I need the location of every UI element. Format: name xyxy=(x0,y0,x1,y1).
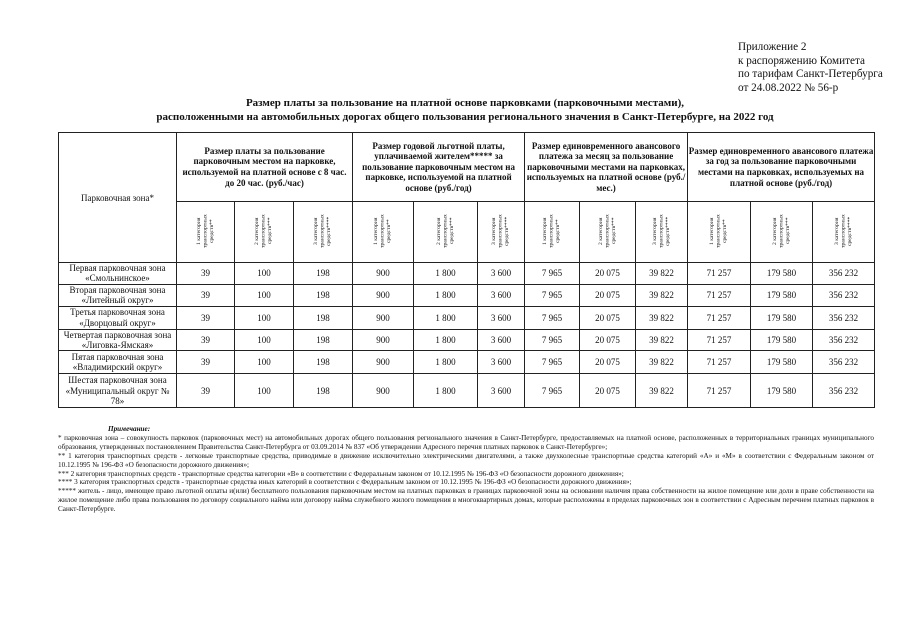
tariff-value-cell: 39 822 xyxy=(636,284,688,306)
tariff-value-cell: 39 xyxy=(177,306,235,329)
tariff-value-cell: 100 xyxy=(235,374,294,408)
tariff-value-cell: 71 257 xyxy=(688,284,751,306)
tariff-value-cell: 7 965 xyxy=(525,263,580,285)
tariff-value-cell: 100 xyxy=(235,306,294,329)
note-5: ***** житель - лицо, имеющее право льготной оплаты и(или) бесплатного пользования парковочным местом на платных парковках в границах парковочной зоны на основании наличия права собственности на жилое помещение или доли в праве собственности на жилое помещение либо права пользования по договору социального найма или договору найма служебного жилого помещения в многоквартирных домах, которые расположены в пределах парковочных зон в соответствии с Адресным перечнем платных парковок в Санкт-Петербурге. xyxy=(58,487,874,514)
group-header-resident-annual: Размер годовой льготной платы, уплачиваемой жителем***** за пользование парковочным местом на парковке, используемой на платной основе (руб./год) xyxy=(353,133,525,202)
category-2-header: 2 категория транспортных средств*** xyxy=(235,202,294,263)
tariff-value-cell: 900 xyxy=(353,263,414,285)
tariff-table-body xyxy=(59,263,875,408)
category-1-header: 1 категория транспортных средств** xyxy=(525,202,580,263)
tariff-value-cell: 3 600 xyxy=(478,351,525,374)
category-2-header: 2 категория транспортных средств*** xyxy=(751,202,813,263)
table-row xyxy=(59,284,875,306)
tariff-table xyxy=(58,132,875,408)
tariff-value-cell: 900 xyxy=(353,329,414,351)
note-4: **** 3 категория транспортных средств - транспортные средства иных категорий в соответствии с Федеральным законом от 10.12.1995 № 196-ФЗ «О безопасности дорожного движения»; xyxy=(58,478,632,487)
tariff-value-cell: 179 580 xyxy=(751,374,813,408)
title-line-1: Размер платы за пользование на платной основе парковками (парковочными местами), xyxy=(245,97,685,109)
table-row xyxy=(59,263,875,285)
tariff-value-cell: 1 800 xyxy=(414,284,478,306)
note-1: * парковочная зона – совокупность парковок (парковочных мест) на автомобильных дорогах общего пользования регионального значения в Санкт-Петербурге, предоставляемых на платной основе, расположенных в территориальных границах муниципального образования, утвержденных постановлением Правительства Санкт-Петербурга от 03.09.2014 № 837 «Об утверждении Адресного перечня платных парковок в Санкт-Петербурге»; xyxy=(58,433,874,451)
zone-name-cell: Четвертая парковочная зона «Лиговка-Ямская» xyxy=(59,329,177,351)
tariff-value-cell: 179 580 xyxy=(751,284,813,306)
tariff-value-cell: 20 075 xyxy=(580,329,636,351)
tariff-value-cell: 39 822 xyxy=(636,351,688,374)
tariff-value-cell: 39 822 xyxy=(636,306,688,329)
tariff-value-cell: 198 xyxy=(294,263,353,285)
tariff-value-cell: 179 580 xyxy=(751,329,813,351)
document-title xyxy=(95,96,835,124)
tariff-value-cell: 7 965 xyxy=(525,329,580,351)
tariff-value-cell: 198 xyxy=(294,284,353,306)
tariff-value-cell: 198 xyxy=(294,351,353,374)
note-2: ** 1 категория транспортных средств - легковые транспортные средства, приводимые в движение исключительно электрическими двигателями, а также двухколесные транспортные средства категорий «А» и «М» в соответствии с Федеральным законом от 10.12.1995 № 196-ФЗ «О безопасности дорожного движения»; xyxy=(58,451,874,469)
appendix-line-2: к распоряжению Комитета xyxy=(738,54,865,67)
table-row xyxy=(59,351,875,374)
tariff-value-cell: 356 232 xyxy=(813,306,875,329)
tariff-value-cell: 20 075 xyxy=(580,351,636,374)
tariff-value-cell: 39 xyxy=(177,329,235,351)
tariff-value-cell: 3 600 xyxy=(478,329,525,351)
notes-title: Примечание: xyxy=(108,425,151,433)
zone-column-header: Парковочная зона* xyxy=(59,133,177,263)
tariff-value-cell: 20 075 xyxy=(580,284,636,306)
tariff-value-cell: 20 075 xyxy=(580,306,636,329)
tariff-value-cell: 356 232 xyxy=(813,351,875,374)
tariff-value-cell: 100 xyxy=(235,329,294,351)
tariff-value-cell: 179 580 xyxy=(751,351,813,374)
appendix-line-1: Приложение 2 xyxy=(738,41,807,53)
tariff-value-cell: 900 xyxy=(353,374,414,408)
category-1-header: 1 категория транспортных средств** xyxy=(177,202,235,263)
tariff-value-cell: 198 xyxy=(294,374,353,408)
appendix-header xyxy=(738,41,883,95)
notes-section xyxy=(58,425,874,514)
appendix-line-3: по тарифам Санкт-Петербурга xyxy=(738,68,883,81)
tariff-value-cell: 179 580 xyxy=(751,263,813,285)
tariff-value-cell: 900 xyxy=(353,284,414,306)
tariff-value-cell: 3 600 xyxy=(478,306,525,329)
title-line-2: расположенными на автомобильных дорогах общего пользования регионального значения в Санкт-Петербурге, на 2022 год xyxy=(156,111,774,123)
tariff-value-cell: 39 822 xyxy=(636,329,688,351)
group-header-annual-advance: Размер единовременного авансового платежа за год за пользование парковочными местами на парковках, используемых на платной основе (руб./год) xyxy=(688,133,875,202)
category-2-header: 2 категория транспортных средств*** xyxy=(414,202,478,263)
tariff-value-cell: 3 600 xyxy=(478,263,525,285)
tariff-value-cell: 356 232 xyxy=(813,284,875,306)
category-1-header: 1 категория транспортных средств** xyxy=(688,202,751,263)
tariff-value-cell: 20 075 xyxy=(580,263,636,285)
tariff-value-cell: 356 232 xyxy=(813,263,875,285)
tariff-value-cell: 7 965 xyxy=(525,351,580,374)
tariff-value-cell: 39 822 xyxy=(636,263,688,285)
tariff-value-cell: 900 xyxy=(353,351,414,374)
tariff-value-cell: 900 xyxy=(353,306,414,329)
category-1-header: 1 категория транспортных средств** xyxy=(353,202,414,263)
appendix-line-4: от 24.08.2022 № 56-р xyxy=(738,81,839,94)
table-row xyxy=(59,306,875,329)
tariff-value-cell: 39 xyxy=(177,351,235,374)
tariff-value-cell: 198 xyxy=(294,329,353,351)
tariff-value-cell: 39 xyxy=(177,374,235,408)
category-2-header: 2 категория транспортных средств*** xyxy=(580,202,636,263)
tariff-value-cell: 3 600 xyxy=(478,284,525,306)
tariff-value-cell: 71 257 xyxy=(688,306,751,329)
zone-name-cell: Шестая парковочная зона «Муниципальный округ № 78» xyxy=(59,374,177,408)
category-3-header: 3 категория транспортных средств**** xyxy=(478,202,525,263)
category-3-header: 3 категория транспортных средств**** xyxy=(294,202,353,263)
tariff-value-cell: 356 232 xyxy=(813,374,875,408)
tariff-value-cell: 71 257 xyxy=(688,374,751,408)
tariff-value-cell: 39 xyxy=(177,263,235,285)
tariff-value-cell: 71 257 xyxy=(688,351,751,374)
table-row xyxy=(59,374,875,408)
zone-name-cell: Пятая парковочная зона «Владимирский округ» xyxy=(59,351,177,374)
tariff-value-cell: 1 800 xyxy=(414,263,478,285)
tariff-value-cell: 179 580 xyxy=(751,306,813,329)
zone-name-cell: Третья парковочная зона «Дворцовый округ» xyxy=(59,306,177,329)
tariff-value-cell: 356 232 xyxy=(813,329,875,351)
tariff-value-cell: 7 965 xyxy=(525,284,580,306)
tariff-value-cell: 198 xyxy=(294,306,353,329)
zone-name-cell: Первая парковочная зона «Смольнинское» xyxy=(59,263,177,285)
category-3-header: 3 категория транспортных средств**** xyxy=(636,202,688,263)
tariff-value-cell: 1 800 xyxy=(414,329,478,351)
category-3-header: 3 категория транспортных средств**** xyxy=(813,202,875,263)
tariff-value-cell: 1 800 xyxy=(414,351,478,374)
tariff-value-cell: 100 xyxy=(235,263,294,285)
tariff-value-cell: 20 075 xyxy=(580,374,636,408)
tariff-value-cell: 7 965 xyxy=(525,306,580,329)
note-3: *** 2 категория транспортных средств - транспортные средства категории «B» в соответствии с Федеральным законом от 10.12.1995 № 196-ФЗ «О безопасности дорожного движения»; xyxy=(58,469,624,478)
tariff-value-cell: 71 257 xyxy=(688,263,751,285)
tariff-value-cell: 71 257 xyxy=(688,329,751,351)
tariff-value-cell: 39 xyxy=(177,284,235,306)
tariff-value-cell: 39 822 xyxy=(636,374,688,408)
tariff-value-cell: 7 965 xyxy=(525,374,580,408)
tariff-value-cell: 100 xyxy=(235,284,294,306)
table-row xyxy=(59,329,875,351)
tariff-value-cell: 100 xyxy=(235,351,294,374)
group-header-monthly-advance: Размер единовременного авансового платежа за месяц за пользование парковочными местами на парковках, используемых на платной основе (руб./мес.) xyxy=(525,133,688,202)
tariff-value-cell: 1 800 xyxy=(414,374,478,408)
tariff-value-cell: 1 800 xyxy=(414,306,478,329)
group-header-hourly: Размер платы за пользование парковочным местом на парковке, используемой на платной основе с 8 час. до 20 час. (руб./час) xyxy=(177,133,353,202)
zone-name-cell: Вторая парковочная зона «Литейный округ» xyxy=(59,284,177,306)
tariff-value-cell: 3 600 xyxy=(478,374,525,408)
